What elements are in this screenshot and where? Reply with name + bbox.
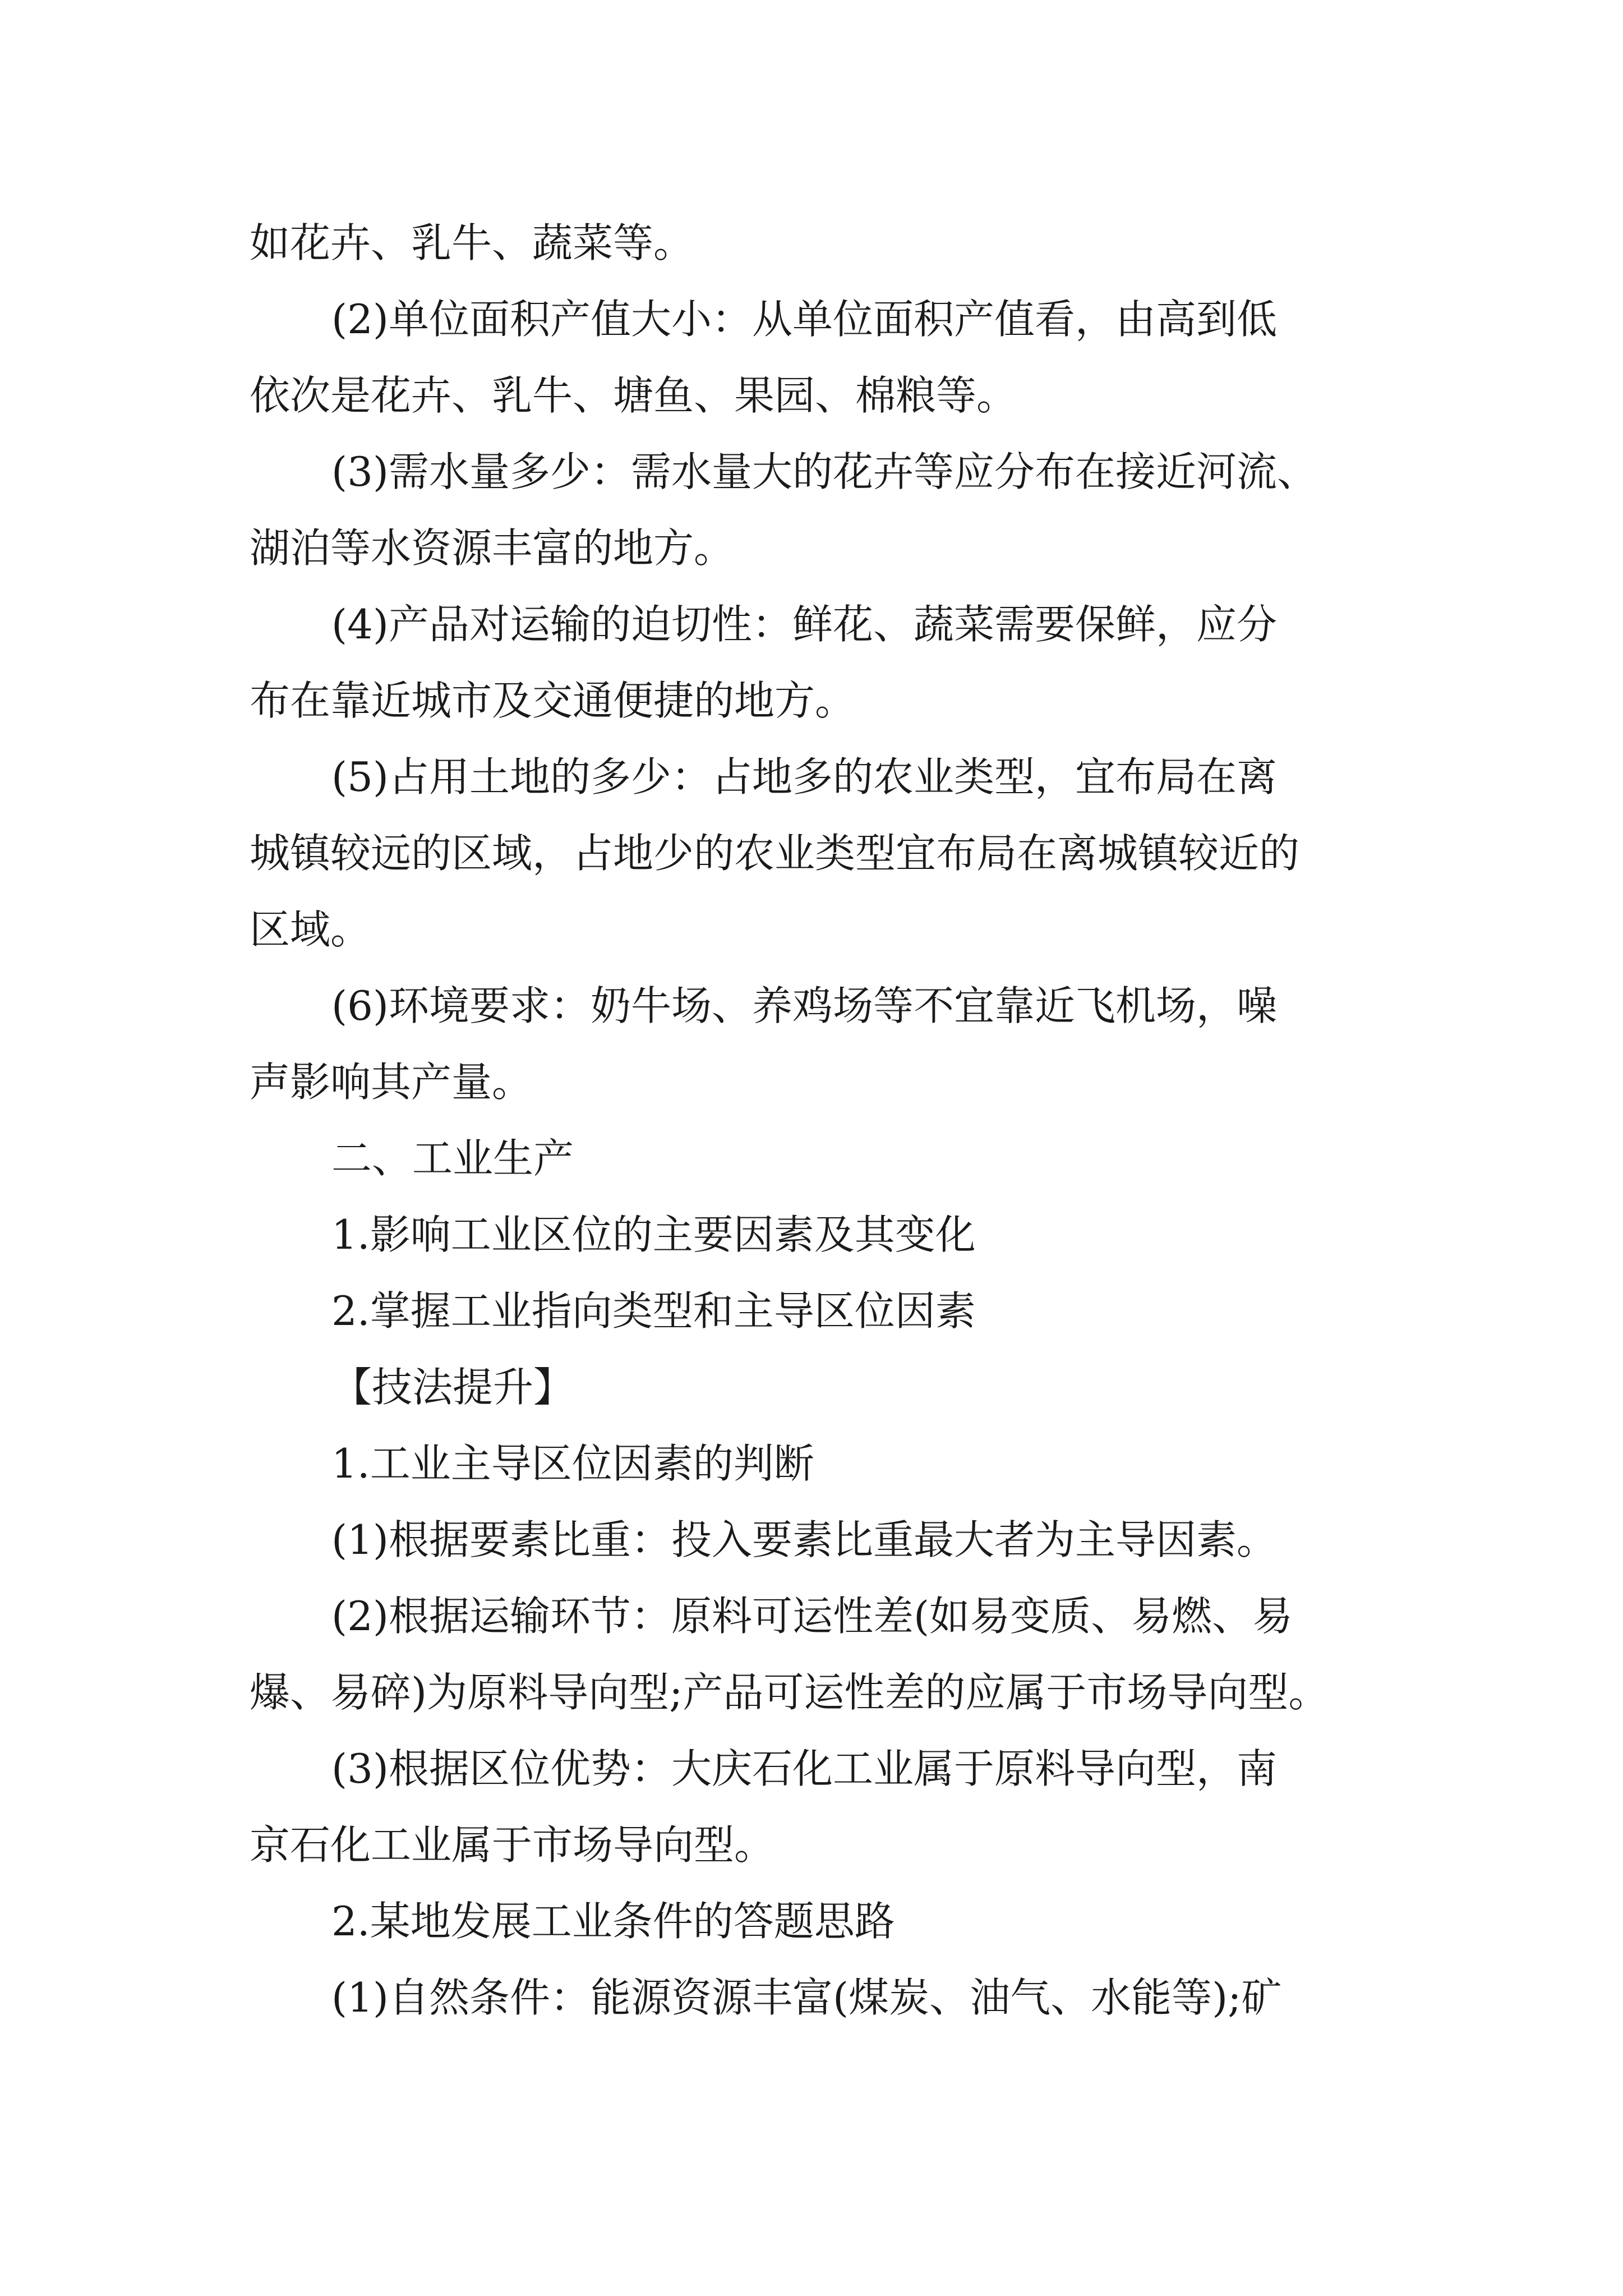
paragraph-line: 爆、易碎)为原料导向型;产品可运性差的应属于市场导向型。 bbox=[250, 1669, 1329, 1716]
paragraph-line: 如花卉、乳牛、蔬菜等。 bbox=[250, 219, 694, 266]
paragraph-line: (6)环境要求：奶牛场、养鸡场等不宜靠近飞机场，噪 bbox=[331, 982, 1277, 1029]
list-item: 1.影响工业区位的主要因素及其变化 bbox=[331, 1211, 976, 1258]
paragraph-line: (2)根据运输环节：原料可运性差(如易变质、易燃、易 bbox=[331, 1593, 1293, 1640]
paragraph-line: 声影响其产量。 bbox=[250, 1059, 533, 1106]
paragraph-line: 依次是花卉、乳牛、塘鱼、果园、棉粮等。 bbox=[250, 372, 1017, 419]
paragraph-line: (4)产品对运输的迫切性：鲜花、蔬菜需要保鲜，应分 bbox=[331, 601, 1277, 648]
paragraph-line: (3)根据区位优势：大庆石化工业属于原料导向型，南 bbox=[331, 1745, 1277, 1792]
paragraph-line: 布在靠近城市及交通便捷的地方。 bbox=[250, 677, 856, 724]
paragraph-line: (2)单位面积产值大小：从单位面积产值看，由高到低 bbox=[331, 296, 1277, 343]
list-item: 1.工业主导区位因素的判断 bbox=[331, 1440, 814, 1487]
document-body bbox=[250, 205, 1394, 2036]
paragraph-line: (5)占用土地的多少：占地多的农业类型，宜布局在离 bbox=[331, 753, 1277, 800]
paragraph-line: 湖泊等水资源丰富的地方。 bbox=[250, 524, 735, 572]
subsection-heading: 【技法提升】 bbox=[331, 1364, 574, 1411]
paragraph-line: (1)自然条件：能源资源丰富(煤炭、油气、水能等);矿 bbox=[331, 1974, 1282, 2021]
paragraph-line: (1)根据要素比重：投入要素比重最大者为主导因素。 bbox=[331, 1516, 1277, 1563]
list-item: 2.掌握工业指向类型和主导区位因素 bbox=[331, 1287, 976, 1335]
paragraph-line: 城镇较远的区域，占地少的农业类型宜布局在离城镇较近的 bbox=[250, 830, 1300, 877]
paragraph-line: 区域。 bbox=[250, 906, 371, 953]
paragraph-line: 京石化工业属于市场导向型。 bbox=[250, 1821, 775, 1869]
section-heading: 二、工业生产 bbox=[331, 1135, 574, 1182]
list-item: 2.某地发展工业条件的答题思路 bbox=[331, 1898, 895, 1945]
paragraph-line: (3)需水量多少：需水量大的花卉等应分布在接近河流、 bbox=[331, 448, 1317, 495]
